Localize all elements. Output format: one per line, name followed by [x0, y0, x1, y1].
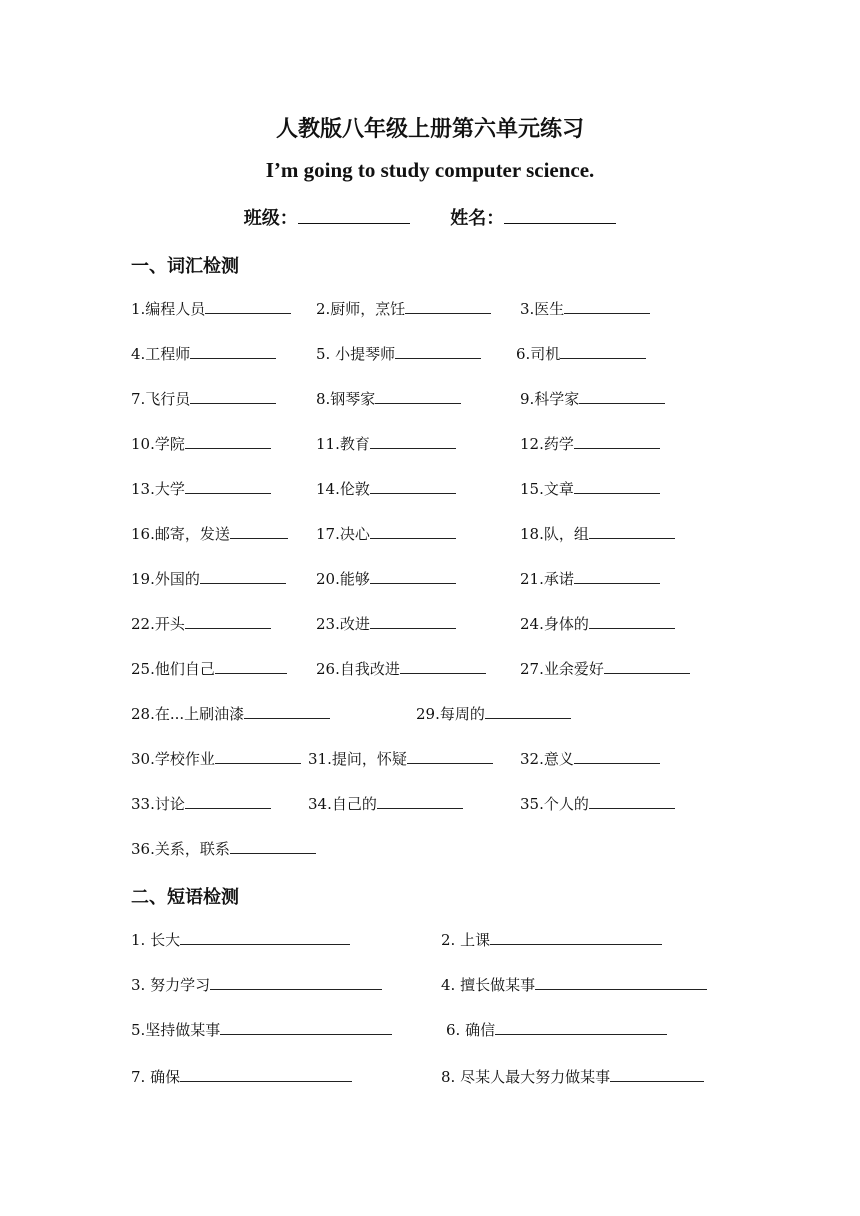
vocab-item: 19.外国的 — [131, 568, 286, 589]
vocab-item: 7.飞行员 — [131, 388, 276, 409]
phrase-item: 1. 长大 — [131, 929, 350, 950]
phrase-item: 7. 确保 — [131, 1066, 352, 1087]
vocab-item: 4.工程师 — [131, 343, 276, 364]
vocab-item: 23.改进 — [316, 613, 456, 634]
name-label: 姓名： — [450, 208, 505, 229]
vocab-item: 24.身体的 — [520, 613, 675, 634]
worksheet-title: 人教版八年级上册第六单元练习 — [275, 116, 584, 142]
vocab-item: 1.编程人员 — [131, 298, 291, 319]
vocab-item: 18.队，组 — [520, 523, 675, 544]
vocab-item: 10.学院 — [131, 433, 271, 454]
phrase-item: 8. 尽某人最大努力做某事 — [441, 1066, 704, 1087]
vocab-item: 26.自我改进 — [316, 658, 486, 679]
vocab-item: 15.文章 — [520, 478, 660, 499]
vocab-item: 11.教育 — [316, 433, 456, 454]
vocab-item: 22.开头 — [131, 613, 271, 634]
class-label: 班级： — [243, 208, 298, 229]
vocab-item: 31.提问，怀疑 — [308, 748, 493, 769]
vocab-item: 3.医生 — [520, 298, 650, 319]
vocab-item: 27.业余爱好 — [520, 658, 690, 679]
vocab-item: 35.个人的 — [520, 793, 675, 814]
vocab-item: 30.学校作业 — [131, 748, 301, 769]
vocab-item: 28.在...上刷油漆 — [131, 703, 330, 724]
class-name-line — [0, 204, 860, 230]
vocab-item: 25.他们自己 — [131, 658, 287, 679]
vocab-item: 36.关系，联系 — [131, 838, 316, 859]
vocab-item: 14.伦敦 — [316, 478, 456, 499]
phrase-item: 5.坚持做某事 — [131, 1019, 392, 1040]
vocab-item: 21.承诺 — [520, 568, 660, 589]
vocab-item: 32.意义 — [520, 748, 660, 769]
vocab-item: 34.自己的 — [308, 793, 463, 814]
vocab-item: 13.大学 — [131, 478, 271, 499]
phrase-item: 2. 上课 — [441, 929, 662, 950]
vocab-item: 6.司机 — [516, 343, 646, 364]
vocab-item: 20.能够 — [316, 568, 456, 589]
phrase-item: 3. 努力学习 — [131, 974, 382, 995]
vocab-item: 9.科学家 — [520, 388, 665, 409]
class-blank[interactable] — [298, 205, 410, 224]
vocab-item: 2.厨师，烹饪 — [316, 298, 491, 319]
vocab-item: 33.讨论 — [131, 793, 271, 814]
vocab-item: 29.每周的 — [416, 703, 571, 724]
name-blank[interactable] — [504, 205, 616, 224]
vocab-item: 12.药学 — [520, 433, 660, 454]
vocab-item: 5. 小提琴师 — [316, 343, 481, 364]
vocab-item: 16.邮寄，发送 — [131, 523, 288, 544]
section-phrases-heading: 二、短语检测 — [131, 887, 239, 908]
phrase-item: 4. 擅长做某事 — [441, 974, 707, 995]
vocab-item: 17.决心 — [316, 523, 456, 544]
section-vocabulary-heading: 一、词汇检测 — [131, 256, 239, 277]
worksheet-subtitle: I’m going to study computer science. — [265, 158, 595, 182]
phrase-item: 6. 确信 — [446, 1019, 667, 1040]
vocab-item: 8.钢琴家 — [316, 388, 461, 409]
